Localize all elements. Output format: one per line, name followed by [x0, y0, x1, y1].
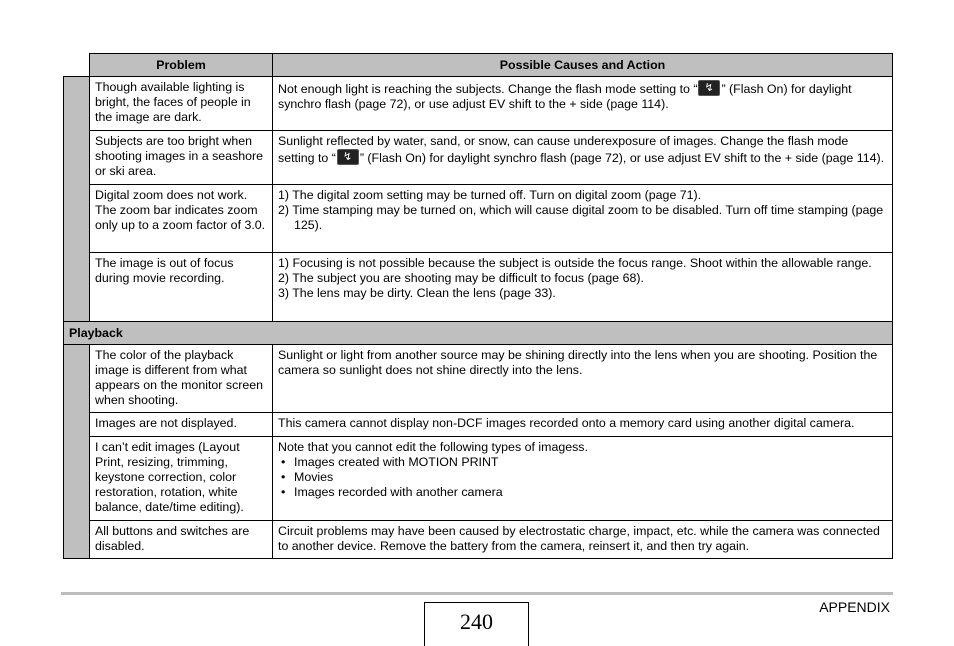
section-side-bar	[64, 345, 90, 559]
bullet-item: • Images recorded with another camera	[278, 485, 887, 500]
numbered-item: 2) Time stamping may be turned on, which will cause digital zoom to be disabled. Turn off time stamping (page 125).	[278, 202, 884, 232]
action-cell	[273, 185, 893, 253]
action-text: ” (Flash On) for daylight synchro flash (page 72), or use adjust EV shift to the + side (page 114).	[278, 82, 852, 111]
problem-cell: Images are not displayed.	[90, 413, 273, 437]
table-row	[64, 185, 893, 253]
action-cell	[273, 253, 893, 322]
header-problem: Problem	[90, 54, 273, 77]
header-row	[64, 54, 893, 77]
footer-rule	[61, 592, 893, 595]
numbered-item: 3) The lens may be dirty. Clean the lens (page 33).	[278, 285, 556, 300]
bullet-item: • Images created with MOTION PRINT	[278, 455, 887, 470]
section-side-bar	[64, 77, 90, 322]
problem-cell: The color of the playback image is different from what appears on the monitor screen when shooting.	[90, 345, 273, 413]
problem-cell: I can’t edit images (Layout Print, resizing, trimming, keystone correction, color restoration, rotation, white balance, date/time editing).	[90, 437, 273, 521]
page-number: 240	[424, 602, 529, 646]
table-row	[64, 521, 893, 559]
problem-cell: All buttons and switches are disabled.	[90, 521, 273, 559]
section-heading-playback: Playback	[64, 322, 893, 345]
action-text: Not enough light is reaching the subjects. Change the flash mode setting to “	[278, 82, 698, 96]
problem-cell: Though available lighting is bright, the faces of people in the image are dark.	[90, 77, 273, 131]
action-text: ” (Flash On) for daylight synchro flash (page 72), or use adjust EV shift to the + side (page 114).	[359, 150, 885, 165]
action-cell	[273, 131, 893, 185]
table-row	[64, 413, 893, 437]
header-spacer	[64, 54, 90, 77]
problem-cell: Subjects are too bright when shooting images in a seashore or ski area.	[90, 131, 273, 185]
bullet-item: • Movies	[278, 470, 887, 485]
troubleshooting-table	[63, 53, 893, 559]
flash-on-icon	[337, 149, 359, 165]
numbered-item: 1) Focusing is not possible because the subject is outside the focus range. Shoot within the allowable range.	[278, 256, 872, 270]
action-cell: Sunlight or light from another source may be shining directly into the lens when you are shooting. Position the camera so sunlight does not shine directly into the lens.	[273, 345, 893, 413]
flash-on-icon	[698, 80, 720, 96]
section-row-playback	[64, 322, 893, 345]
action-text: Sunlight reflected by water, sand, or snow, can cause underexposure of images. Change the flash mode setting to “	[278, 134, 849, 165]
header-action: Possible Causes and Action	[273, 54, 893, 77]
problem-cell: The image is out of focus during movie recording.	[90, 253, 273, 322]
action-cell	[273, 77, 893, 131]
action-cell: Circuit problems may have been caused by electrostatic charge, impact, etc. while the camera was connected to another device. Remove the battery from the camera, reinsert it, and then try again.	[273, 521, 893, 559]
action-text: Note that you cannot edit the following types of imagess.	[278, 440, 588, 454]
section-label: APPENDIX	[819, 599, 890, 615]
problem-cell: Digital zoom does not work. The zoom bar indicates zoom only up to a zoom factor of 3.0.	[90, 185, 273, 253]
table-row	[64, 437, 893, 521]
action-cell	[273, 437, 893, 521]
table-row	[64, 345, 893, 413]
numbered-item: 1) The digital zoom setting may be turned off. Turn on digital zoom (page 71).	[278, 188, 702, 202]
table-row	[64, 77, 893, 131]
numbered-item: 2) The subject you are shooting may be difficult to focus (page 68).	[278, 270, 644, 285]
table-row	[64, 131, 893, 185]
table-row	[64, 253, 893, 322]
action-cell: This camera cannot display non-DCF images recorded onto a memory card using another digital camera.	[273, 413, 893, 437]
